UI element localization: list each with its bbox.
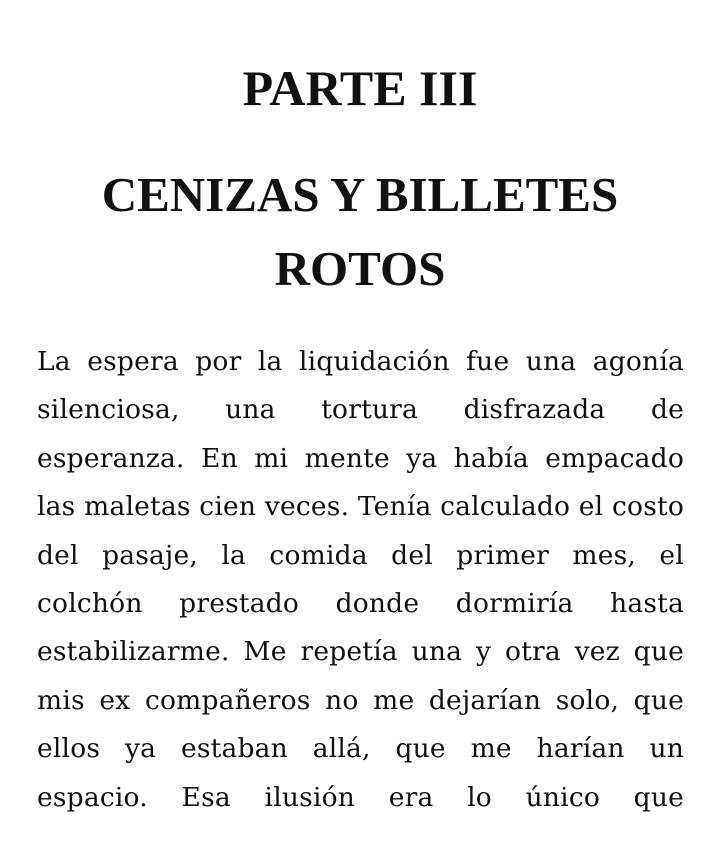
- part-heading: PARTE III: [242, 60, 478, 116]
- body-paragraph: La espera por la liquidación fue una agonía silenciosa, una tortura disfrazada de esperanza. En mi mente ya había empacado las maletas cien veces. Tenía calculado el costo del pasaje, la comida del primer mes, el colchón prestado donde dormiría hasta estabilizarme. Me repetía una y otra vez que mis ex compañeros no me dejarían solo, que ellos ya estaban allá, que me harían un espacio. Esa ilusión era lo único que: [37, 346, 684, 813]
- chapter-title: CENIZAS Y BILLETES ROTOS: [101, 167, 619, 296]
